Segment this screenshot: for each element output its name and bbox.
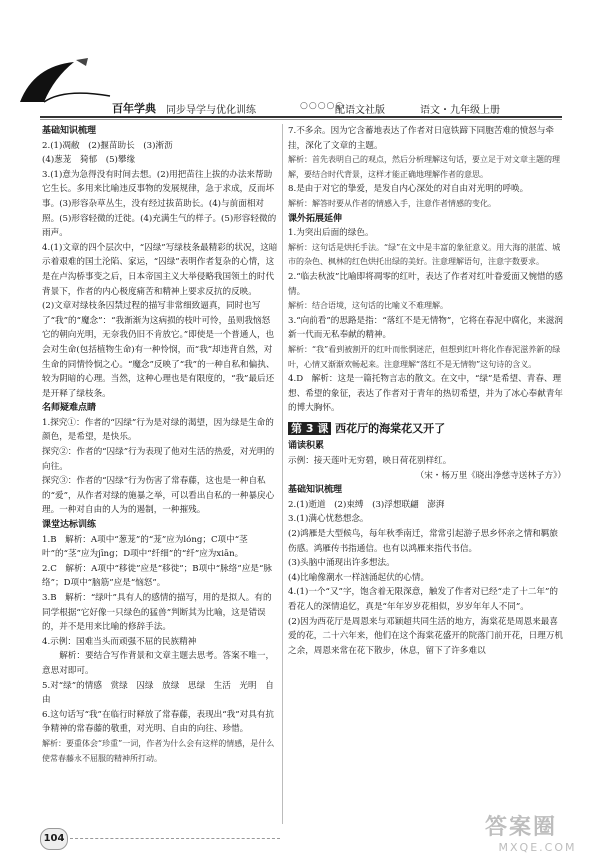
section-heading: 课外拓展延伸	[288, 213, 343, 224]
answer-paragraph: 4.(1)一个“又”字，饱含着无限深意，触发了作者对已经“走了十二年”的看花人的深情追忆，真是“年年岁岁花相似，岁岁年年人不同”。	[288, 587, 558, 612]
answer-paragraph: 1.为突出后面的绿色。	[288, 228, 374, 239]
answer-paragraph: (3)头脑中涌现出许多想法。	[288, 558, 395, 569]
answer-paragraph: 2.(1)凋敝 (2)揠苗助长 (3)淅沥	[42, 140, 173, 151]
answer-paragraph: (2)因为西花厅是周恩来与邓颖超共同生活的地方，海棠花是周恩来最喜爱的花，二十六年来，他们在这个海棠花盛开的院落门前开花，日理万机之余，周恩来常在花下散步，休息，留下了许多难以	[288, 616, 564, 656]
answer-paragraph: 3.B 解析：“绿叶”具有人的感情的描写，用的是拟人。有的同学根据“它好像一只绿色的猛兽”判断其为比喻，这是错误的，并不是用来比喻的修辞手法。	[42, 593, 272, 633]
edition-label: 配语文社版	[335, 105, 385, 116]
subject-label: 语文・九年级上册	[420, 105, 500, 116]
page-header	[0, 0, 600, 116]
explanation-note: 解析：要重体会“珍重”一词，作者为什么会有这样的情感，是什么使常春藤永不屈服的精神所打动。	[42, 738, 275, 763]
explanation-note: 解析：首先表明自己的观点，然后分析理解这句话，要立足于对文章主题的理解，要结合时代背景，这样才能正确地理解作者的意思。	[288, 155, 560, 179]
lesson-title: 西花厅的海棠花又开了	[335, 421, 446, 435]
explanation-note: 解析：结合语境，这句话的比喻义不难理解。	[288, 301, 448, 311]
answer-paragraph: 2.(1)逝道 (2)束缚 (3)浮想联翩 澎湃	[288, 499, 445, 510]
answer-paragraph: 探究③：作者的“囚绿”行为伤害了常春藤，这也是一种自私的“爱”，从作者对绿的施暴之举，可以看出自私的一种暴戾心理。一种对自由的人为的遏制，一种摧残。	[42, 476, 275, 516]
watermark-text: 答案圈	[485, 815, 558, 840]
explanation-note: 解析：这句话是烘托手法。“绿”在文中是丰富的象征意义。用大海的湛蓝、城市的杂色、枫林的红色烘托出绿的美好。注意理解语句，注意字数要求。	[288, 242, 561, 267]
section-heading: 名师疑难点睛	[42, 403, 97, 414]
footer-dashed-line	[70, 838, 280, 839]
answer-paragraph: 4.D 解析：这是一篇托物言志的散文。在文中，“绿”是希望、青春、理想、希望的象征，表达了作者对于青年的热切希望，并为了冰心奉献青年的博大胸怀。	[288, 374, 564, 414]
answer-paragraph: (2)鸿雁是大型候鸟，每年秋季南迁，常常引起游子思乡怀亲之情和羁旅伤感。鸿雁传书指通信。也有以鸿雁来指代书信。	[288, 529, 558, 554]
decorative-dots: ○○○○○	[300, 101, 345, 111]
header-rule-thin	[40, 119, 562, 120]
answer-paragraph: 4.(1)文章的四个层次中，“囚绿”写绿枝条最精彩的状况，这暗示着艰难的国土沦陷、家运，“囚绿”表明作者复杂的心情，这是在卢沟桥事变之后，日本帝国主义大举侵略我国领土的时代背景下，作者的内心极度痛苦和精神上要求反抗的反映。	[42, 242, 278, 297]
explanation-note: 解析：“我”看到被割开的红叶而怅惘迷茫，但想到红叶将化作春泥滋养新的绿叶，心情又渐渐欢畅起来。注意理解“落红不是无情物”这句诗的含义。	[288, 344, 561, 369]
answer-paragraph: 3.(1)满心忧愁想念。	[288, 514, 369, 525]
header-rule	[40, 116, 562, 118]
section-heading: 基础知识梳理	[288, 485, 343, 496]
right-column	[288, 124, 566, 658]
brand-name: 百年学典	[112, 102, 156, 115]
section-heading: 基础知识梳理	[42, 126, 97, 136]
page-number: 104	[40, 828, 68, 850]
answer-paragraph: 1.B 解析：A项中“葱茏”的“茏”应为lóng；C项中“茎叶”的“茎”应为jīng；D项中“纤细”的“纤”应为xiān。	[42, 534, 248, 560]
quote-source: （宋・杨万里《晓出净慈寺送林子方》）	[415, 470, 566, 481]
answer-paragraph: 1.探究①：作者的“囚绿”行为是对绿的渴望，因为绿是生命的颜色，是希望，是快乐。	[42, 417, 274, 443]
answer-paragraph: 探究②：作者的“囚绿”行为表现了他对生活的热爱，对光明的向往。	[42, 447, 275, 472]
section-heading: 诵读积累	[288, 441, 325, 452]
answer-paragraph: 7.不多余。因为它含蓄地表达了作者对日寇铁蹄下同胞苦难的愤怒与牵挂，深化了文章的主题。	[288, 126, 555, 151]
answer-paragraph: 2.C 解析：A项中“移徙”应是“移徙”；B项中“脉络”应是“脉络”；D项中“脑筋”应是“恼怒”。	[42, 563, 272, 589]
watermark-url: MXQE.COM	[498, 841, 577, 854]
answer-paragraph: 示例：接天莲叶无穷碧，映日荷花别样红。	[288, 456, 452, 467]
left-column	[42, 124, 278, 766]
answer-paragraph: 3.(1)意为急得没有时间去想。(2)用把苗往上拔的办法来帮助它生长。多用来比喻违反事物的发展规律，急于求成，反而坏事。(3)形容杂草丛生，没有经过拔苗助长。(4)与前面相对照。(5)形容轻微的迁徙。(4)充满生气的样子。(5)形容轻微的雨声。	[42, 169, 277, 239]
answer-paragraph: 5.对“绿”的情感 赏绿 囚绿 放绿 思绿 生活 光明 自由	[42, 680, 274, 706]
answer-paragraph: (4)比喻像潮水一样汹涌起伏的心情。	[288, 572, 430, 583]
section-heading: 课堂达标训练	[42, 520, 97, 531]
lesson-number: 第 3 课	[288, 422, 331, 435]
answer-paragraph: (4)葱茏 猗郁 (5)攀缘	[42, 155, 136, 166]
column-divider	[282, 124, 283, 824]
watermark-logo	[485, 810, 590, 862]
answer-paragraph: 8.是由于对它的挚爱，是发自内心深处的对自由对光明的呼唤。	[288, 184, 529, 195]
brush-logo-icon	[14, 58, 114, 108]
answer-paragraph: 4.示例：国难当头而顽强不屈的民族精神	[42, 636, 197, 647]
answer-paragraph: (2)文章对绿枝条囚禁过程的描写非常细致逼真，同时也写了“我”的“魔念”：“我渐渐为这病损的枝叶可怜，虽则我恼怒它的朝向光明，无奈我仍旧不肯放它。”即使是一个普通人，也会对生命(包括植物生命)有一种怜悯，而“我”却违背自然，对生命的同情怜悯之心。“魔念”反映了“我”的一种自私和偏执、较为阴暗的心理。当然，这种心理也是有限度的，“我”最后还是开释了绿枝条。	[42, 301, 275, 399]
answer-paragraph: 2.“临去秋波”比喻即将凋零的红叶，表达了作者对红叶眷爱面又惋惜的感情。	[288, 271, 563, 297]
explanation-note: 解析：解答时要从作者的情感入手，注意作者情感的变化。	[288, 198, 496, 208]
answer-paragraph: 3.“向前看”的思路是指：“落红不是无情物”，它将在春泥中腐化，来滋润新一代而无私奉献的精神。	[288, 315, 563, 341]
answer-paragraph: 解析：要结合写作背景和文章主题去思考。答案不唯一，意思对即可。	[42, 651, 275, 676]
series-title: 同步导学与优化训练	[166, 105, 256, 116]
lesson-heading	[288, 422, 566, 437]
answer-paragraph: 6.这句话写“我”在临行时释放了常春藤，表现出“我”对具有抗争精神的常春藤的敬重，对光明、自由的向往、珍惜。	[42, 709, 275, 735]
